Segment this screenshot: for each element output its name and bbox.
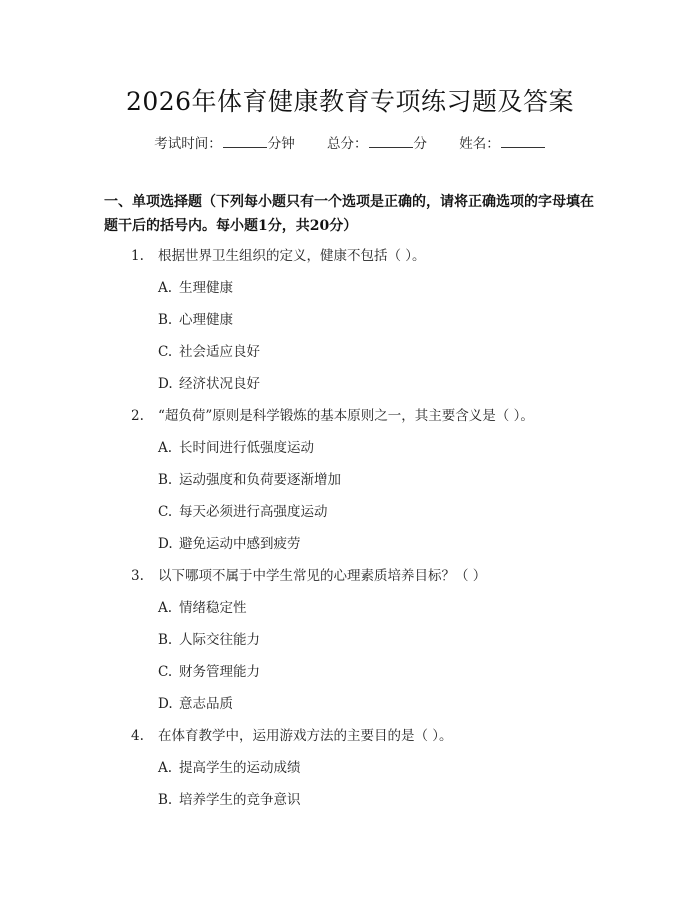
exam-time-label: 考试时间：	[154, 136, 222, 152]
option-text: 生理健康	[179, 280, 233, 296]
exam-time-field	[154, 132, 295, 152]
option-letter: D.	[158, 696, 173, 712]
name-field	[459, 132, 546, 152]
exam-meta	[0, 132, 700, 152]
option-text: 培养学生的竞争意识	[179, 792, 301, 808]
section-heading: 一、单项选择题（下列每小题只有一个选项是正确的，请将正确选项的字母填在题干后的括号内。每小题1分，共20分）	[104, 194, 594, 234]
option-letter: A.	[158, 600, 173, 616]
option-text: 社会适应良好	[179, 344, 260, 360]
option-text: 情绪稳定性	[179, 600, 247, 616]
question-stem	[0, 400, 700, 432]
question-item	[0, 240, 700, 400]
option-item	[0, 528, 700, 560]
option-text: 运动强度和负荷要逐渐增加	[179, 472, 341, 488]
option-text: 意志品质	[179, 696, 233, 712]
option-letter: C.	[158, 504, 173, 520]
option-text: 经济状况良好	[179, 376, 260, 392]
option-letter: C.	[158, 344, 173, 360]
total-score-blank	[369, 134, 413, 148]
question-number: 2.	[131, 408, 144, 424]
question-number: 1.	[131, 248, 144, 264]
option-item	[0, 272, 700, 304]
exam-time-unit: 分钟	[267, 136, 295, 152]
question-item	[0, 400, 700, 560]
total-score-label: 总分：	[327, 136, 368, 152]
option-item	[0, 336, 700, 368]
option-item	[0, 464, 700, 496]
option-text: 人际交往能力	[179, 632, 260, 648]
option-text: 每天必须进行高强度运动	[179, 504, 328, 520]
option-letter: B.	[158, 312, 173, 328]
question-text: 根据世界卫生组织的定义，健康不包括（ ）。	[158, 248, 426, 264]
option-letter: C.	[158, 664, 173, 680]
question-text: 以下哪项不属于中学生常见的心理素质培养目标？（ ）	[158, 568, 487, 584]
question-stem	[0, 560, 700, 592]
option-item	[0, 368, 700, 400]
option-letter: A.	[158, 760, 173, 776]
option-item	[0, 624, 700, 656]
question-item	[0, 560, 700, 720]
option-letter: D.	[158, 376, 173, 392]
option-letter: A.	[158, 440, 173, 456]
option-item	[0, 496, 700, 528]
name-blank	[501, 134, 545, 148]
option-text: 长时间进行低强度运动	[179, 440, 314, 456]
question-stem	[0, 240, 700, 272]
option-item	[0, 304, 700, 336]
question-number: 3.	[131, 568, 144, 584]
option-letter: B.	[158, 472, 173, 488]
question-stem	[0, 720, 700, 752]
total-score-unit: 分	[413, 136, 427, 152]
total-score-field	[327, 132, 427, 152]
option-item	[0, 688, 700, 720]
option-text: 财务管理能力	[179, 664, 260, 680]
option-letter: B.	[158, 632, 173, 648]
page-title: 2026年体育健康教育专项练习题及答案	[125, 87, 575, 116]
option-letter: D.	[158, 536, 173, 552]
exam-time-blank	[223, 134, 267, 148]
question-item	[0, 720, 700, 816]
option-item	[0, 592, 700, 624]
option-item	[0, 784, 700, 816]
option-text: 心理健康	[179, 312, 233, 328]
option-item	[0, 752, 700, 784]
question-list	[0, 240, 700, 816]
option-item	[0, 432, 700, 464]
question-text: “超负荷”原则是科学锻炼的基本原则之一，其主要含义是（ ）。	[158, 408, 534, 424]
option-letter: B.	[158, 792, 173, 808]
option-text: 避免运动中感到疲劳	[179, 536, 301, 552]
option-item	[0, 656, 700, 688]
option-letter: A.	[158, 280, 173, 296]
question-text: 在体育教学中，运用游戏方法的主要目的是（ ）。	[158, 728, 453, 744]
question-number: 4.	[131, 728, 144, 744]
option-text: 提高学生的运动成绩	[179, 760, 301, 776]
name-label: 姓名：	[459, 136, 500, 152]
